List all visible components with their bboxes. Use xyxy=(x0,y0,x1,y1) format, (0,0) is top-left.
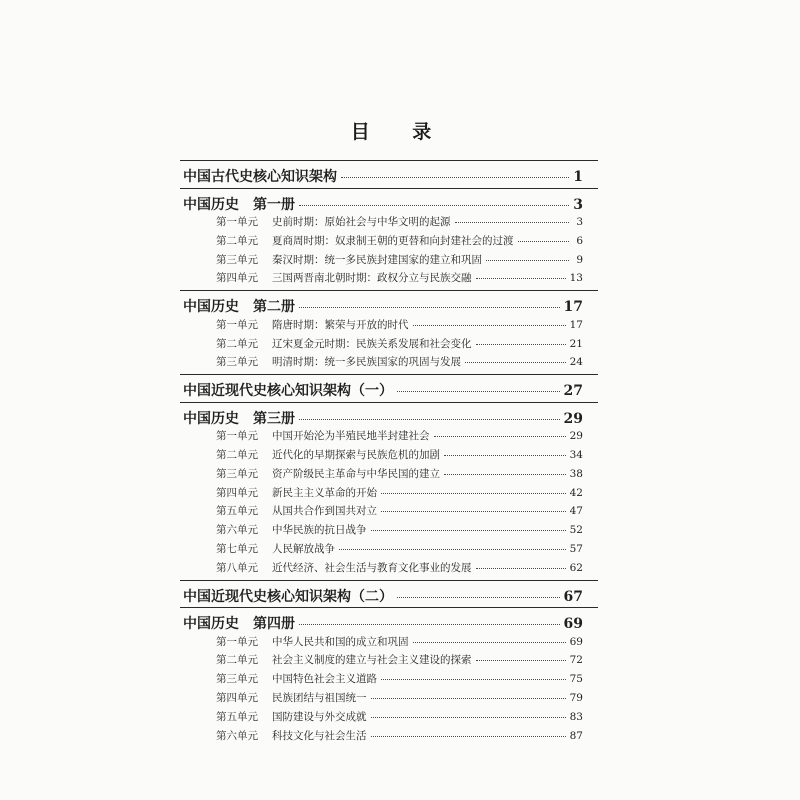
unit-number: 第五单元 xyxy=(216,505,258,518)
unit-number: 第三单元 xyxy=(216,673,258,686)
toc-unit-entry[interactable] xyxy=(216,447,583,462)
dot-leader xyxy=(397,391,560,392)
section-divider xyxy=(180,160,598,161)
dot-leader xyxy=(381,511,566,512)
toc-section-entry[interactable] xyxy=(183,166,583,186)
page-number: 21 xyxy=(569,337,583,350)
dot-leader xyxy=(299,624,560,625)
dot-leader xyxy=(476,344,566,345)
unit-number: 第一单元 xyxy=(216,216,258,228)
page-number: 69 xyxy=(569,635,583,648)
toc-unit-entry[interactable] xyxy=(216,503,583,518)
unit-title: 明清时期：统一多民族国家的巩固与发展 xyxy=(272,356,461,369)
page-number: 42 xyxy=(569,486,583,499)
unit-title: 社会主义制度的建立与社会主义建设的探索 xyxy=(272,654,472,667)
toc-unit-entry[interactable] xyxy=(216,541,583,556)
toc-unit-entry[interactable] xyxy=(216,354,583,369)
page-number: 27 xyxy=(563,383,583,400)
dot-leader xyxy=(299,307,560,308)
dot-leader xyxy=(397,597,560,598)
section-divider xyxy=(180,374,598,375)
dot-leader xyxy=(413,642,566,643)
toc-unit-entry[interactable] xyxy=(216,214,583,229)
dot-leader xyxy=(444,455,566,456)
dot-leader xyxy=(465,362,566,363)
dot-leader xyxy=(339,549,566,550)
page-title: 目 录 xyxy=(350,121,450,143)
page-number: 72 xyxy=(569,654,583,667)
page-number: 29 xyxy=(563,410,583,427)
dot-leader xyxy=(371,717,566,718)
unit-number: 第二单元 xyxy=(216,654,258,667)
unit-title: 从国共合作到国共对立 xyxy=(272,505,377,518)
toc-unit-entry[interactable] xyxy=(216,634,583,649)
dot-leader xyxy=(371,698,566,699)
unit-number: 第二单元 xyxy=(216,234,258,247)
dot-leader xyxy=(486,260,569,261)
page-number: 9 xyxy=(576,253,583,266)
section-divider xyxy=(180,402,598,403)
unit-title: 科技文化与社会生活 xyxy=(272,729,367,742)
toc-unit-entry[interactable] xyxy=(216,652,583,667)
toc-unit-entry[interactable] xyxy=(216,485,583,500)
page-number: 3 xyxy=(573,196,583,213)
toc-unit-entry[interactable] xyxy=(216,317,583,332)
unit-title: 近代经济、社会生活与教育文化事业的发展 xyxy=(272,561,472,574)
page-number: 57 xyxy=(569,542,583,555)
toc-section-entry[interactable] xyxy=(183,296,583,316)
unit-title: 三国两晋南北朝时期：政权分立与民族交融 xyxy=(272,272,472,285)
section-title: 中国古代史核心知识架构 xyxy=(183,169,337,185)
toc-unit-entry[interactable] xyxy=(216,428,583,443)
toc-section-entry[interactable] xyxy=(183,408,583,428)
dot-leader xyxy=(476,660,566,661)
page-number: 79 xyxy=(569,691,583,704)
page-number: 3 xyxy=(576,216,583,228)
toc-section-entry[interactable] xyxy=(183,586,583,606)
dot-leader xyxy=(381,679,566,680)
unit-number: 第三单元 xyxy=(216,253,258,266)
dot-leader xyxy=(381,493,566,494)
section-divider xyxy=(180,580,598,581)
unit-title: 夏商周时期：奴隶制王朝的更替和向封建社会的过渡 xyxy=(272,234,514,247)
page-number: 1 xyxy=(573,169,583,185)
unit-number: 第三单元 xyxy=(216,356,258,369)
dot-leader xyxy=(455,222,570,223)
page-number: 62 xyxy=(569,561,583,574)
unit-number: 第六单元 xyxy=(216,524,258,537)
page-number: 29 xyxy=(569,430,583,443)
dot-leader xyxy=(476,568,566,569)
page-number: 83 xyxy=(569,710,583,723)
dot-leader xyxy=(413,325,566,326)
unit-number: 第四单元 xyxy=(216,486,258,499)
toc-unit-entry[interactable] xyxy=(216,233,583,248)
toc-unit-entry[interactable] xyxy=(216,270,583,285)
dot-leader xyxy=(434,436,566,437)
unit-title: 史前时期：原始社会与中华文明的起源 xyxy=(272,216,451,228)
page-number: 6 xyxy=(576,234,583,247)
unit-number: 第二单元 xyxy=(216,337,258,350)
unit-title: 隋唐时期：繁荣与开放的时代 xyxy=(272,318,409,331)
dot-leader xyxy=(299,419,560,420)
page-number: 67 xyxy=(563,588,583,605)
toc-unit-entry[interactable] xyxy=(216,252,583,267)
page-number: 52 xyxy=(569,524,583,537)
toc-unit-entry[interactable] xyxy=(216,560,583,575)
page-number: 13 xyxy=(569,272,583,285)
section-title: 中国近现代史核心知识架构（一） xyxy=(183,383,393,400)
unit-number: 第四单元 xyxy=(216,272,258,285)
unit-title: 秦汉时期：统一多民族封建国家的建立和巩固 xyxy=(272,253,482,266)
page-number: 87 xyxy=(569,729,583,742)
section-divider xyxy=(180,607,598,608)
unit-number: 第一单元 xyxy=(216,318,258,331)
unit-number: 第一单元 xyxy=(216,635,258,648)
page-number: 24 xyxy=(569,356,583,369)
unit-title: 人民解放战争 xyxy=(272,542,335,555)
dot-leader xyxy=(341,177,569,178)
dot-leader xyxy=(299,205,569,206)
section-divider xyxy=(180,290,598,291)
page-number: 17 xyxy=(563,299,583,316)
unit-number: 第三单元 xyxy=(216,467,258,480)
toc-section-entry[interactable] xyxy=(183,380,583,400)
section-title: 中国历史 第二册 xyxy=(183,299,295,316)
unit-number: 第一单元 xyxy=(216,430,258,443)
toc-section-entry[interactable] xyxy=(183,194,583,214)
toc-unit-entry[interactable] xyxy=(216,690,583,705)
unit-number: 第四单元 xyxy=(216,691,258,704)
unit-title: 资产阶级民主革命与中华民国的建立 xyxy=(272,467,440,480)
unit-title: 中国特色社会主义道路 xyxy=(272,673,377,686)
dot-leader xyxy=(371,530,566,531)
section-title: 中国历史 第三册 xyxy=(183,410,295,427)
unit-number: 第五单元 xyxy=(216,710,258,723)
toc-unit-entry[interactable] xyxy=(216,466,583,481)
dot-leader xyxy=(476,278,566,279)
toc-unit-entry[interactable] xyxy=(216,522,583,537)
unit-number: 第七单元 xyxy=(216,542,258,555)
unit-title: 新民主主义革命的开始 xyxy=(272,486,377,499)
dot-leader xyxy=(444,474,566,475)
page-number: 75 xyxy=(569,673,583,686)
dot-leader xyxy=(371,736,566,737)
toc-unit-entry[interactable] xyxy=(216,671,583,686)
toc-unit-entry[interactable] xyxy=(216,728,583,743)
unit-title: 近代化的早期探索与民族危机的加剧 xyxy=(272,448,440,461)
page-number: 47 xyxy=(569,505,583,518)
dot-leader xyxy=(518,241,570,242)
toc-section-entry[interactable] xyxy=(183,613,583,633)
section-divider xyxy=(180,188,598,189)
unit-title: 国防建设与外交成就 xyxy=(272,710,367,723)
toc-unit-entry[interactable] xyxy=(216,336,583,351)
unit-title: 中华人民共和国的成立和巩固 xyxy=(272,635,409,648)
unit-title: 民族团结与祖国统一 xyxy=(272,691,367,704)
section-title: 中国近现代史核心知识架构（二） xyxy=(183,588,393,605)
page-number: 17 xyxy=(569,318,583,331)
unit-title: 中国开始沦为半殖民地半封建社会 xyxy=(272,430,430,443)
section-title: 中国历史 第一册 xyxy=(183,196,295,213)
unit-number: 第六单元 xyxy=(216,729,258,742)
unit-title: 中华民族的抗日战争 xyxy=(272,524,367,537)
page-number: 38 xyxy=(569,467,583,480)
unit-number: 第二单元 xyxy=(216,448,258,461)
unit-number: 第八单元 xyxy=(216,561,258,574)
section-title: 中国历史 第四册 xyxy=(183,616,295,632)
toc-unit-entry[interactable] xyxy=(216,709,583,724)
unit-title: 辽宋夏金元时期：民族关系发展和社会变化 xyxy=(272,337,472,350)
page-number: 34 xyxy=(569,448,583,461)
page-number: 69 xyxy=(563,616,583,632)
